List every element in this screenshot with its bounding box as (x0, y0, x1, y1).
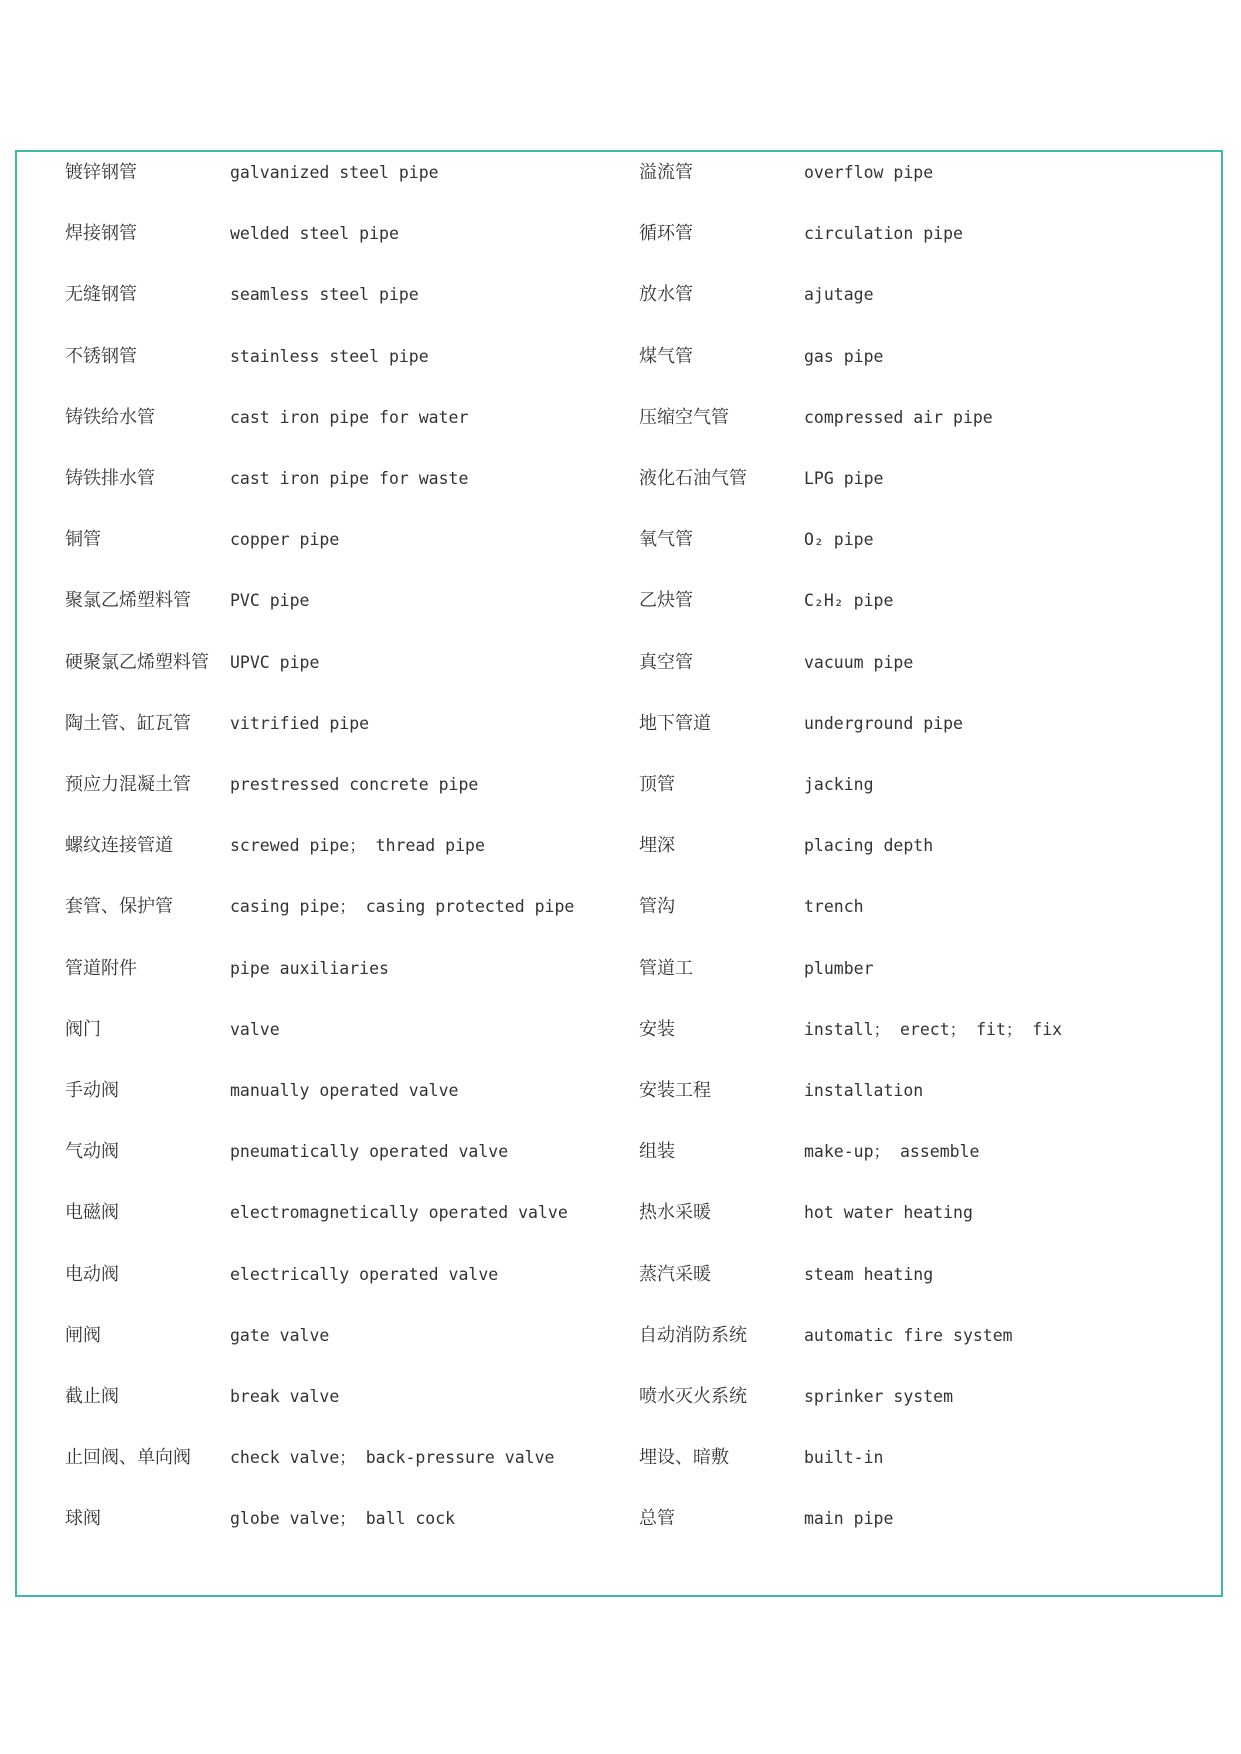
term-chinese-left: 电动阀 (65, 1263, 119, 1285)
term-english-left: check valve； back-pressure valve (230, 1448, 555, 1468)
term-english-right: jacking (804, 775, 874, 794)
term-english-right: LPG pipe (804, 469, 884, 488)
term-english-left: globe valve； ball cock (230, 1509, 456, 1529)
term-english-right: hot water heating (804, 1203, 973, 1223)
term-english-left: stainless steel pipe (230, 346, 429, 366)
term-chinese-right: 煤气管 (639, 345, 693, 367)
term-chinese-right: 管沟 (639, 896, 675, 918)
term-english-right: steam heating (804, 1264, 934, 1284)
term-chinese-right: 埋设、暗敷 (639, 1447, 729, 1469)
glossary-row (17, 403, 1221, 433)
term-english-left: casing pipe； casing protected pipe (230, 897, 575, 917)
term-english-left: screwed pipe； thread pipe (230, 836, 485, 856)
term-chinese-right: 喷水灭火系统 (639, 1386, 747, 1407)
glossary-row (17, 1137, 1221, 1167)
glossary-row (17, 525, 1221, 555)
term-chinese-left: 闸阀 (65, 1324, 101, 1346)
term-chinese-left: 不锈钢管 (65, 345, 137, 367)
term-chinese-right: 蒸汽采暖 (639, 1263, 711, 1285)
term-english-right: plumber (804, 958, 874, 978)
term-english-right: compressed air pipe (804, 407, 993, 427)
term-english-right: trench (804, 897, 864, 917)
term-english-right: O₂ pipe (804, 530, 874, 550)
term-chinese-left: 螺纹连接管道 (65, 835, 173, 857)
term-chinese-left: 聚氯乙烯塑料管 (65, 590, 191, 612)
term-english-left: vitrified pipe (230, 713, 370, 733)
glossary-row (17, 831, 1221, 861)
term-english-right: sprinker system (804, 1387, 954, 1406)
term-english-left: cast iron pipe for water (230, 407, 469, 427)
term-english-left: electromagnetically operated valve (230, 1203, 568, 1223)
glossary-row (17, 770, 1221, 800)
term-chinese-right: 组装 (639, 1141, 675, 1163)
term-chinese-left: 铜管 (65, 529, 101, 551)
term-chinese-right: 总管 (639, 1508, 675, 1530)
glossary-row (17, 1443, 1221, 1473)
term-english-left: galvanized steel pipe (230, 163, 439, 182)
term-english-left: copper pipe (230, 530, 340, 550)
glossary-row (17, 648, 1221, 678)
term-english-left: prestressed concrete pipe (230, 775, 479, 794)
term-english-left: seamless steel pipe (230, 285, 419, 305)
glossary-row (17, 342, 1221, 372)
term-english-left: break valve (230, 1387, 340, 1406)
term-english-right: C₂H₂ pipe (804, 591, 894, 611)
glossary-row (17, 1076, 1221, 1106)
term-english-right: ajutage (804, 285, 874, 305)
glossary-row (17, 954, 1221, 984)
glossary-row (17, 1198, 1221, 1228)
term-english-right: built-in (804, 1448, 884, 1468)
glossary-row (17, 892, 1221, 922)
term-english-left: gate valve (230, 1325, 330, 1345)
term-english-left: pneumatically operated valve (230, 1142, 509, 1162)
term-english-left: valve (230, 1019, 280, 1039)
term-english-right: make-up； assemble (804, 1142, 980, 1162)
term-english-left: pipe auxiliaries (230, 958, 389, 978)
glossary-row (17, 464, 1221, 494)
term-chinese-right: 顶管 (639, 774, 675, 795)
glossary-row (17, 1504, 1221, 1534)
term-chinese-left: 焊接钢管 (65, 223, 137, 245)
glossary-row (17, 1382, 1221, 1412)
term-english-left: electrically operated valve (230, 1264, 499, 1284)
term-chinese-left: 电磁阀 (65, 1202, 119, 1224)
term-chinese-right: 氧气管 (639, 529, 693, 551)
term-chinese-right: 溢流管 (639, 162, 693, 183)
term-chinese-right: 地下管道 (639, 712, 711, 734)
term-chinese-right: 自动消防系统 (639, 1324, 747, 1346)
term-english-right: placing depth (804, 836, 934, 856)
term-chinese-right: 安装 (639, 1018, 675, 1040)
term-english-right: vacuum pipe (804, 652, 914, 672)
term-chinese-left: 管道附件 (65, 957, 137, 979)
term-chinese-right: 安装工程 (639, 1080, 711, 1101)
term-chinese-right: 真空管 (639, 651, 693, 673)
term-english-left: UPVC pipe (230, 652, 320, 672)
term-english-left: cast iron pipe for waste (230, 469, 469, 488)
term-chinese-right: 埋深 (639, 835, 675, 857)
term-english-right: main pipe (804, 1509, 894, 1529)
term-chinese-right: 压缩空气管 (639, 406, 729, 428)
term-english-right: install； erect； fit； fix (804, 1019, 1063, 1039)
glossary-row (17, 158, 1221, 188)
term-english-right: circulation pipe (804, 224, 963, 244)
glossary-row (17, 1015, 1221, 1045)
glossary-frame (15, 150, 1223, 1597)
glossary-row (17, 586, 1221, 616)
term-chinese-left: 套管、保护管 (65, 896, 173, 918)
term-chinese-left: 截止阀 (65, 1386, 119, 1407)
term-english-right: automatic fire system (804, 1325, 1013, 1345)
term-chinese-right: 乙炔管 (639, 590, 693, 612)
term-english-left: welded steel pipe (230, 224, 399, 244)
term-chinese-left: 预应力混凝土管 (65, 774, 191, 795)
term-chinese-left: 止回阀、单向阀 (65, 1447, 191, 1469)
glossary-row (17, 709, 1221, 739)
term-chinese-left: 铸铁给水管 (65, 406, 155, 428)
term-chinese-left: 镀锌钢管 (65, 162, 137, 183)
term-chinese-left: 阀门 (65, 1018, 101, 1040)
term-chinese-left: 硬聚氯乙烯塑料管 (65, 651, 209, 673)
glossary-row (17, 1321, 1221, 1351)
term-chinese-left: 铸铁排水管 (65, 468, 155, 489)
term-english-left: manually operated valve (230, 1081, 459, 1100)
term-chinese-right: 液化石油气管 (639, 468, 747, 489)
term-chinese-right: 管道工 (639, 957, 693, 979)
term-chinese-left: 气动阀 (65, 1141, 119, 1163)
glossary-row (17, 219, 1221, 249)
term-chinese-right: 热水采暖 (639, 1202, 711, 1224)
term-english-right: gas pipe (804, 346, 884, 366)
glossary-row (17, 280, 1221, 310)
term-chinese-right: 放水管 (639, 284, 693, 306)
term-chinese-left: 陶土管、缸瓦管 (65, 712, 191, 734)
term-chinese-left: 球阀 (65, 1508, 101, 1530)
term-chinese-left: 手动阀 (65, 1080, 119, 1101)
term-english-left: PVC pipe (230, 591, 310, 611)
term-english-right: underground pipe (804, 713, 963, 733)
term-english-right: overflow pipe (804, 163, 934, 182)
term-chinese-left: 无缝钢管 (65, 284, 137, 306)
term-chinese-right: 循环管 (639, 223, 693, 245)
glossary-table (17, 152, 1221, 1595)
term-english-right: installation (804, 1081, 924, 1100)
glossary-row (17, 1260, 1221, 1290)
